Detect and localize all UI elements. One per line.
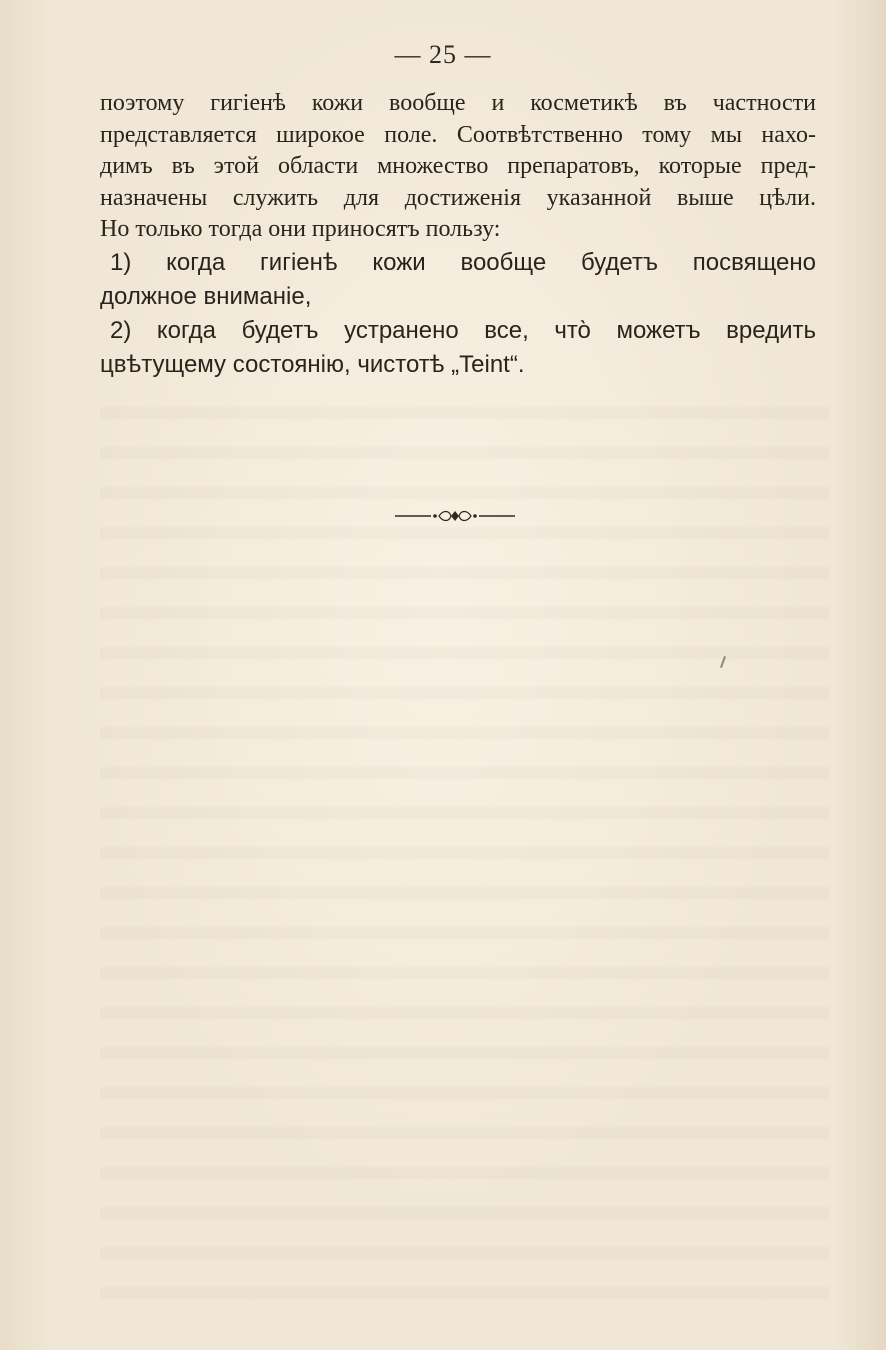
list-item-2 — [100, 314, 816, 382]
list-item-line: 1) когда гигіенѣ кожи вообще будетъ посвящено — [110, 248, 816, 276]
list-item-line: цвѣтущему состоянію, чистотѣ „Teint“. — [100, 350, 525, 378]
list-item-line: должное вниманіе, — [100, 282, 312, 310]
paragraph-line: назначены служить для достиженія указанной выше цѣли. — [100, 184, 816, 211]
paragraph-line: поэтому гигіенѣ кожи вообще и косметикѣ въ частности — [100, 90, 816, 116]
page-number: — 25 — — [394, 40, 492, 69]
body-text — [100, 88, 816, 382]
paragraph-line: Но только тогда они приносятъ пользу: — [100, 216, 501, 242]
paragraph-line: димъ въ этой области множество препаратовъ, которые пред- — [100, 153, 816, 179]
paragraph-line: представляется широкое поле. Соотвѣтственно тому мы нахо- — [100, 121, 816, 148]
ornament-divider-icon — [393, 507, 517, 525]
list-item-1 — [100, 246, 816, 314]
paragraph — [100, 88, 816, 246]
list-item-line: 2) когда будетъ устранено все, что̀ можетъ вредить — [110, 316, 816, 344]
